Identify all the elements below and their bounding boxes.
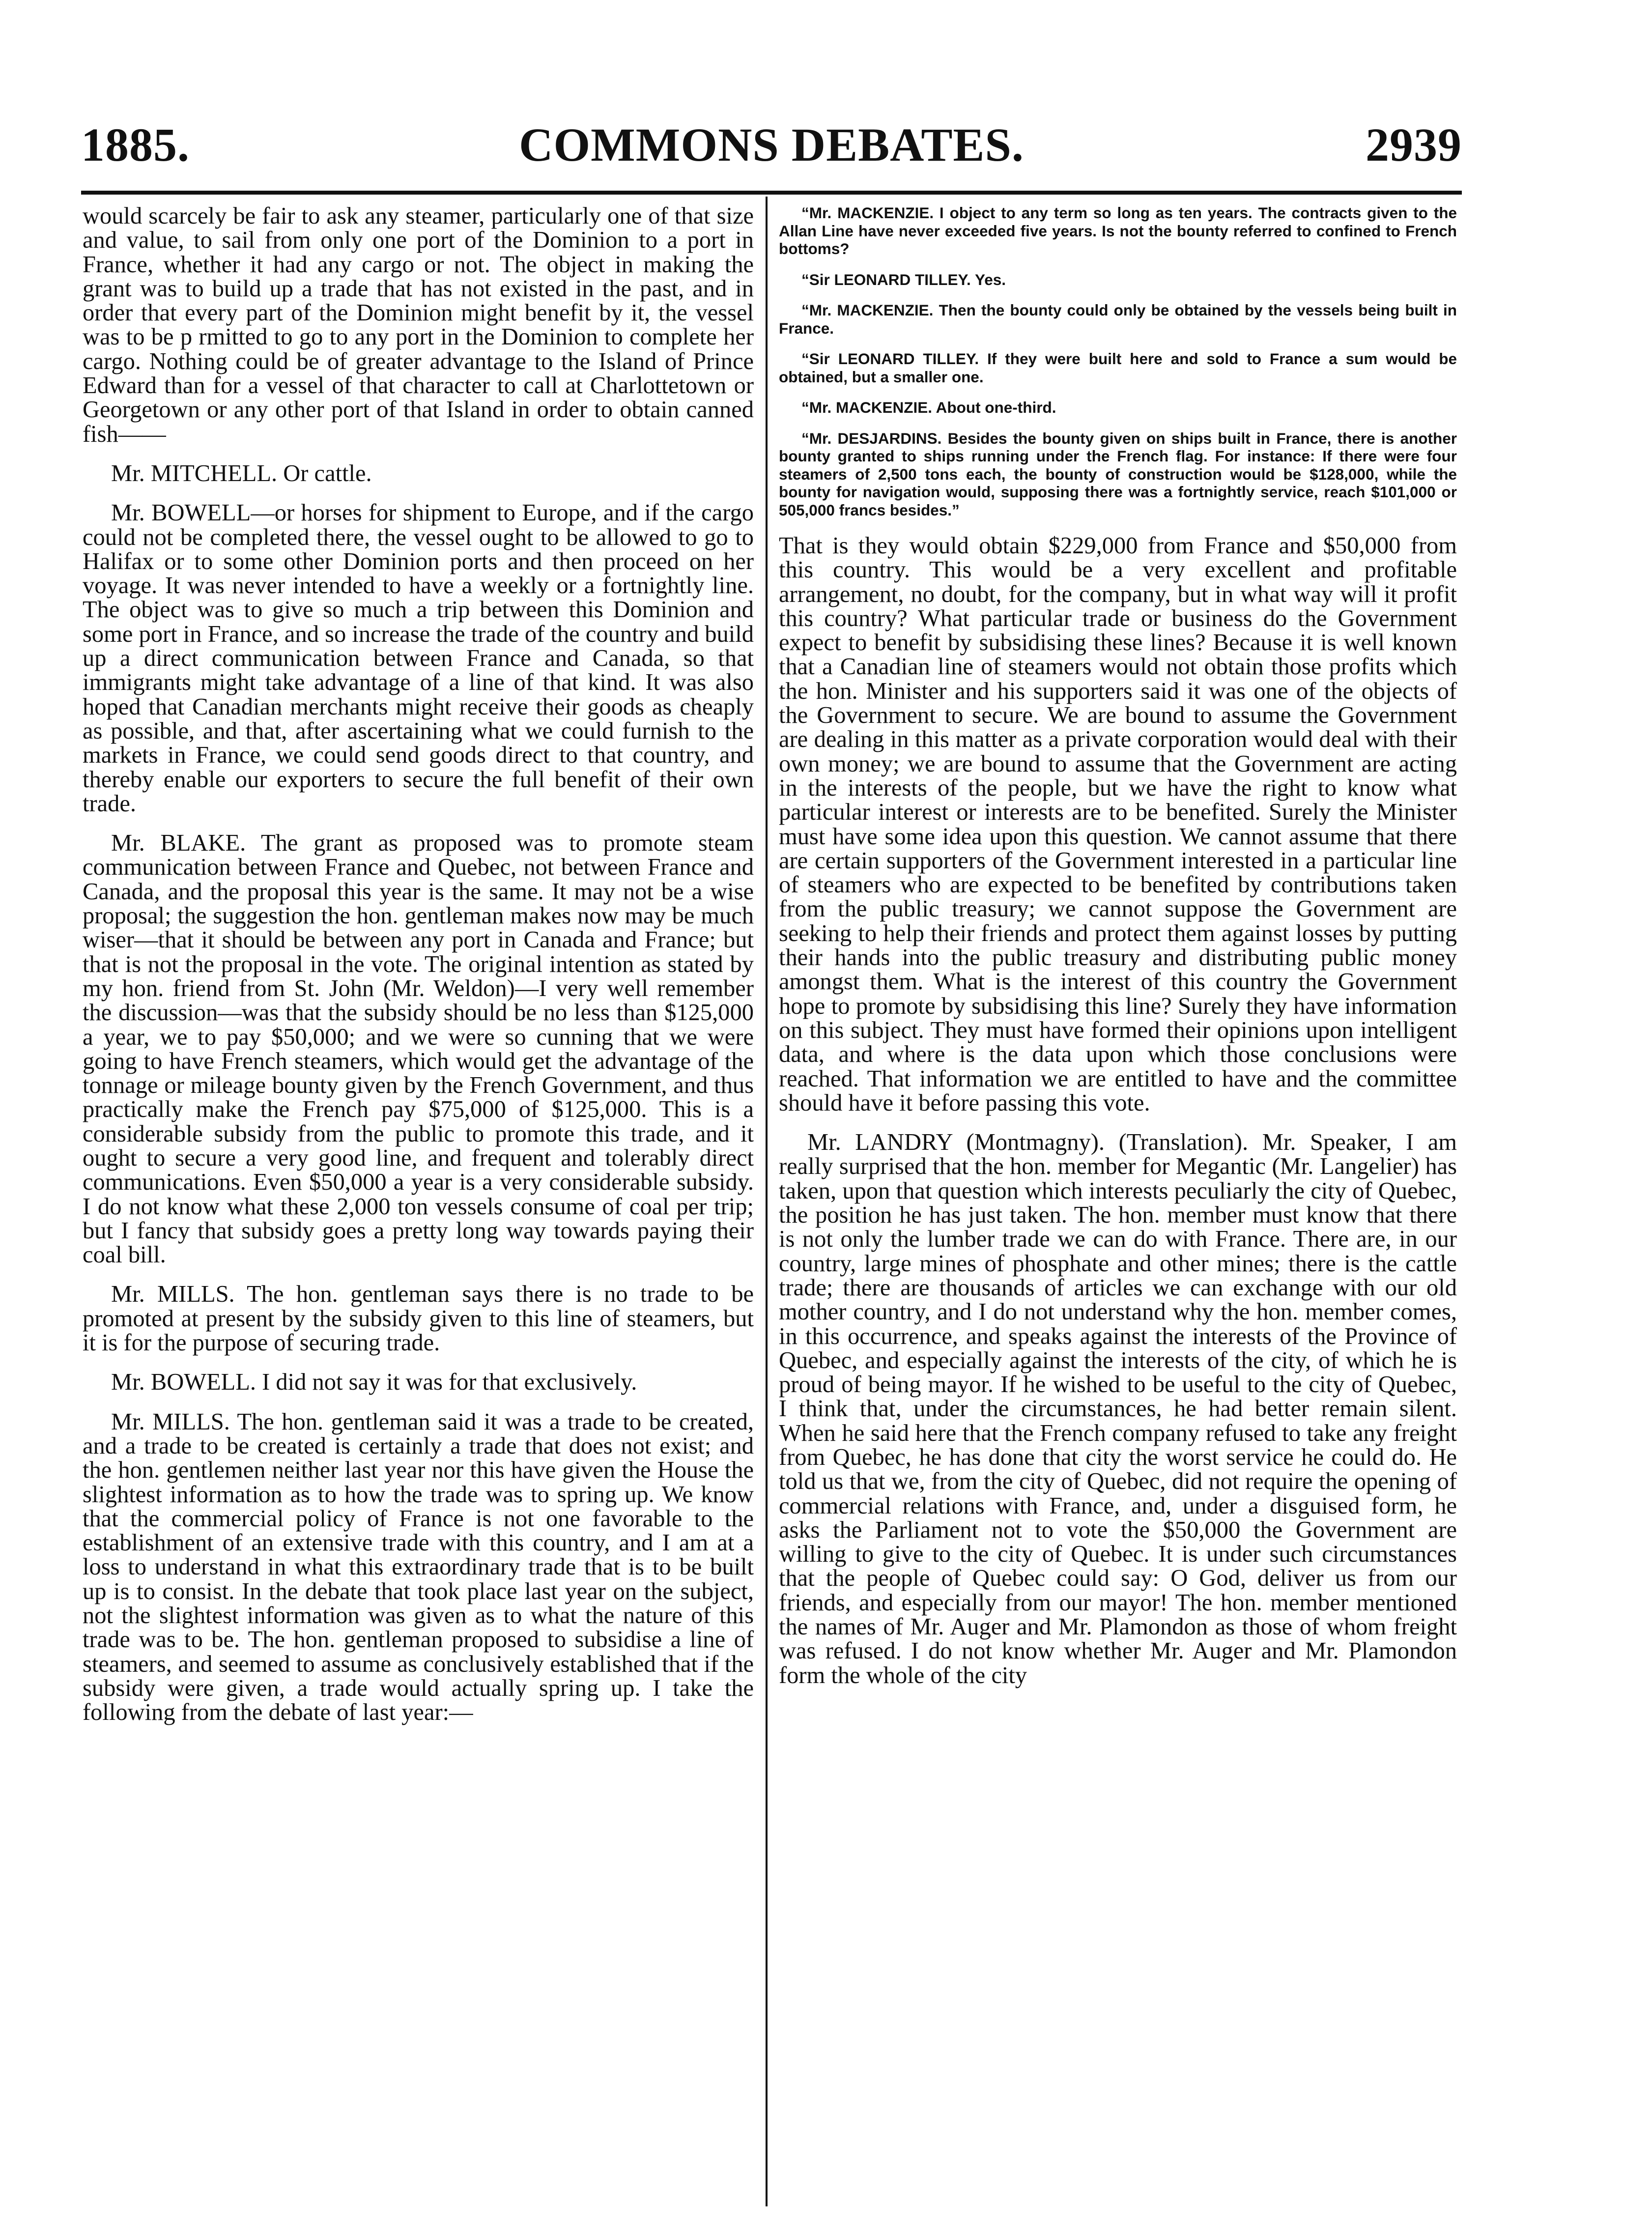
paragraph: would scarcely be fair to ask any steamer, particularly one of that size and value, to sail from only one port of the Dominion to a port in France, whether it had any cargo or not. The object in making the grant was to build up a trade that has not existed in the past, and in order that every part of the Dominion might benefit by it, the vessel was to be p rmitted to go to any port in the Dominion to complete her cargo. Nothing could be of greater advantage to the Island of Prince Edward than for a vessel of that character to call at Charlottetown or Georgetown or any other port of that Island in order to obtain canned fish—— (83, 203, 754, 447)
header-page-number: 2939 (1366, 118, 1462, 171)
paragraph: Mr. BOWELL—or horses for shipment to Europe, and if the cargo could not be completed there, the vessel ought to be allowed to go to Halifax or to some other Dominion ports and then proceed on her voyage. It was never intended to have a weekly or a fortnightly line. The object was to give so much a trip between this Dominion and some port in France, and so increase the trade of the country and build up a direct communication between France and Canada, so that immigrants might take advantage of a line of that kind. It was also hoped that Canadian merchants might receive their goods as cheaply as possible, and that, after ascertaining what we could furnish to the markets in France, we could send goods direct to that country, and thereby enable our exporters to secure the full benefit of their own trade. (83, 500, 754, 817)
quote-paragraph: “Sir LEONARD TILLEY. Yes. (801, 270, 1006, 288)
paragraph: Mr. MITCHELL. Or cattle. (111, 460, 372, 486)
left-column (83, 204, 754, 1725)
quote-paragraph: “Mr. DESJARDINS. Besides the bounty given on ships built in France, there is another bounty granted to ships running under the French flag. For instance: If there were four steamers of 2,500 tons each, the bounty of construction would be $128,000, while the bounty for navigation would, supposing there was a fortnightly service, reach $101,000 or 505,000 francs besides.” (779, 429, 1457, 519)
paragraph: Mr. MILLS. The hon. gentleman said it was a trade to be created, and a trade to be created is certainly a trade that does not exist; and the hon. gentlemen neither last year nor this have given the House the slightest information as to how the trade was to spring up. We know that the commercial policy of France is not one favorable to the establishment of an extensive trade with this country, and I am at a loss to understand in what this extraordinary trade that is to be built up is to consist. In the debate that took place last year on the subject, not the slightest information was given as to what the nature of this trade was to be. The hon. gentleman proposed to subsidise a line of steamers, and seemed to assume as conclusively established that if the subsidy were given, a trade would actually spring up. I take the following from the debate of last year:— (83, 1408, 754, 1726)
column-divider (766, 197, 768, 2206)
quote-paragraph: “Mr. MACKENZIE. I object to any term so long as ten years. The contracts given to the Allan Line have never exceeded five years. Is not the bounty referred to confined to French bottoms? (779, 204, 1457, 257)
paragraph: Mr. BLAKE. The grant as proposed was to promote steam communication between France and Quebec, not between France and Canada, and the proposal this year is the same. It may not be a wise proposal; the suggestion the hon. gentleman makes now may be much wiser—that it should be between any port in Canada and France; but that is not the proposal in the vote. The original intention as stated by my hon. friend from St. John (Mr. Weldon)—I very well remember the discussion—was that the subsidy should be no less than $125,000 a year, we to pay $50,000; and we were so cunning that we were going to have French steamers, which would get the advantage of the tonnage or mileage bounty given by the French Government, and thus practically make the French pay $75,000 of $125,000. This is a considerable subsidy from the public to promote this trade, and it ought to secure a very good line, and frequent and tolerably direct communications. Even $50,000 a year is a very considerable subsidy. I do not know what these 2,000 ton vessels consume of coal per trip; but I fancy that subsidy goes a pretty long way towards paying their coal bill. (83, 830, 754, 1268)
header-year: 1885. (81, 118, 190, 171)
right-column (779, 204, 1457, 1687)
page-header (81, 118, 1462, 172)
quoted-debate (779, 204, 1457, 519)
header-title: COMMONS DEBATES. (519, 118, 1024, 171)
quote-paragraph: “Mr. MACKENZIE. Then the bounty could only be obtained by the vessels being built in France. (779, 301, 1457, 337)
paragraph: Mr. BOWELL. I did not say it was for that exclusively. (111, 1369, 637, 1396)
quote-paragraph: “Sir LEONARD TILLEY. If they were built here and sold to France a sum would be obtained, but a smaller one. (779, 350, 1457, 386)
paragraph: Mr. LANDRY (Montmagny). (Translation). Mr. Speaker, I am really surprised that the hon. member for Megantic (Mr. Langelier) has taken, upon that question which interests peculiarly the city of Quebec, the position he has just taken. The hon. member must know that there is not only the lumber trade we can do with France. There are, in our country, large mines of phosphate and other mines; there is the cattle trade; there are thousands of articles we can exchange with our old mother country, and I do not understand why the hon. member comes, in this occurrence, and speaks against the interests of the Province of Quebec, and especially against the interests of the city, of which he is proud of being mayor. If he wished to be useful to the city of Quebec, I think that, under the circumstances, he had better remain silent. When he said here that the French company refused to take any freight from Quebec, he has done that city the worst service he could do. He told us that we, from the city of Quebec, did not require the opening of commercial relations with France, and, under a disguised form, he asks the Parliament not to vote the $50,000 the Government are willing to give to the city of Quebec. It is under such circumstances that the people of Quebec could say: O God, deliver us from our friends, and especially from our mayor! The hon. member mentioned the names of Mr. Auger and Mr. Plamondon as those of whom freight was refused. I do not know whether Mr. Auger and Mr. Plamondon form the whole of the city (779, 1129, 1457, 1688)
quote-paragraph: “Mr. MACKENZIE. About one-third. (801, 399, 1056, 416)
paragraph: Mr. MILLS. The hon. gentleman says there is no trade to be promoted at present by the subsidy given to this line of steamers, but it is for the purpose of securing trade. (83, 1281, 754, 1356)
header-rule (81, 191, 1462, 195)
paragraph: That is they would obtain $229,000 from France and $50,000 from this country. This would be a very excellent and profitable arrangement, no doubt, for the company, but in what way will it profit this country? What particular trade or business do the Government expect to benefit by subsidising these lines? Because it is well known that a Canadian line of steamers would not obtain those profits which the hon. Minister and his supporters said it was one of the objects of the Government to secure. We are bound to assume the Government are dealing in this matter as a private corporation would deal with their own money; we are bound to assume that the Government are acting in the interests of the people, but we have the right to know what particular interest or interests are to be benefited. Surely the Minister must have some idea upon this question. We cannot assume that there are certain supporters of the Government interested in a particular line of steamers who are expected to be benefited by contributions taken from the public treasury; we cannot suppose the Government are seeking to help their friends and protect them against losses by putting their hands into the public treasury and distributing public money amongst them. What is the interest of this country the Government hope to promote by subsidising this line? Surely they have information on this subject. They must have formed their opinions upon intelligent data, and where is the data upon which those conclusions were reached. That information we are entitled to have and the committee should have it before passing this vote. (779, 533, 1457, 1116)
